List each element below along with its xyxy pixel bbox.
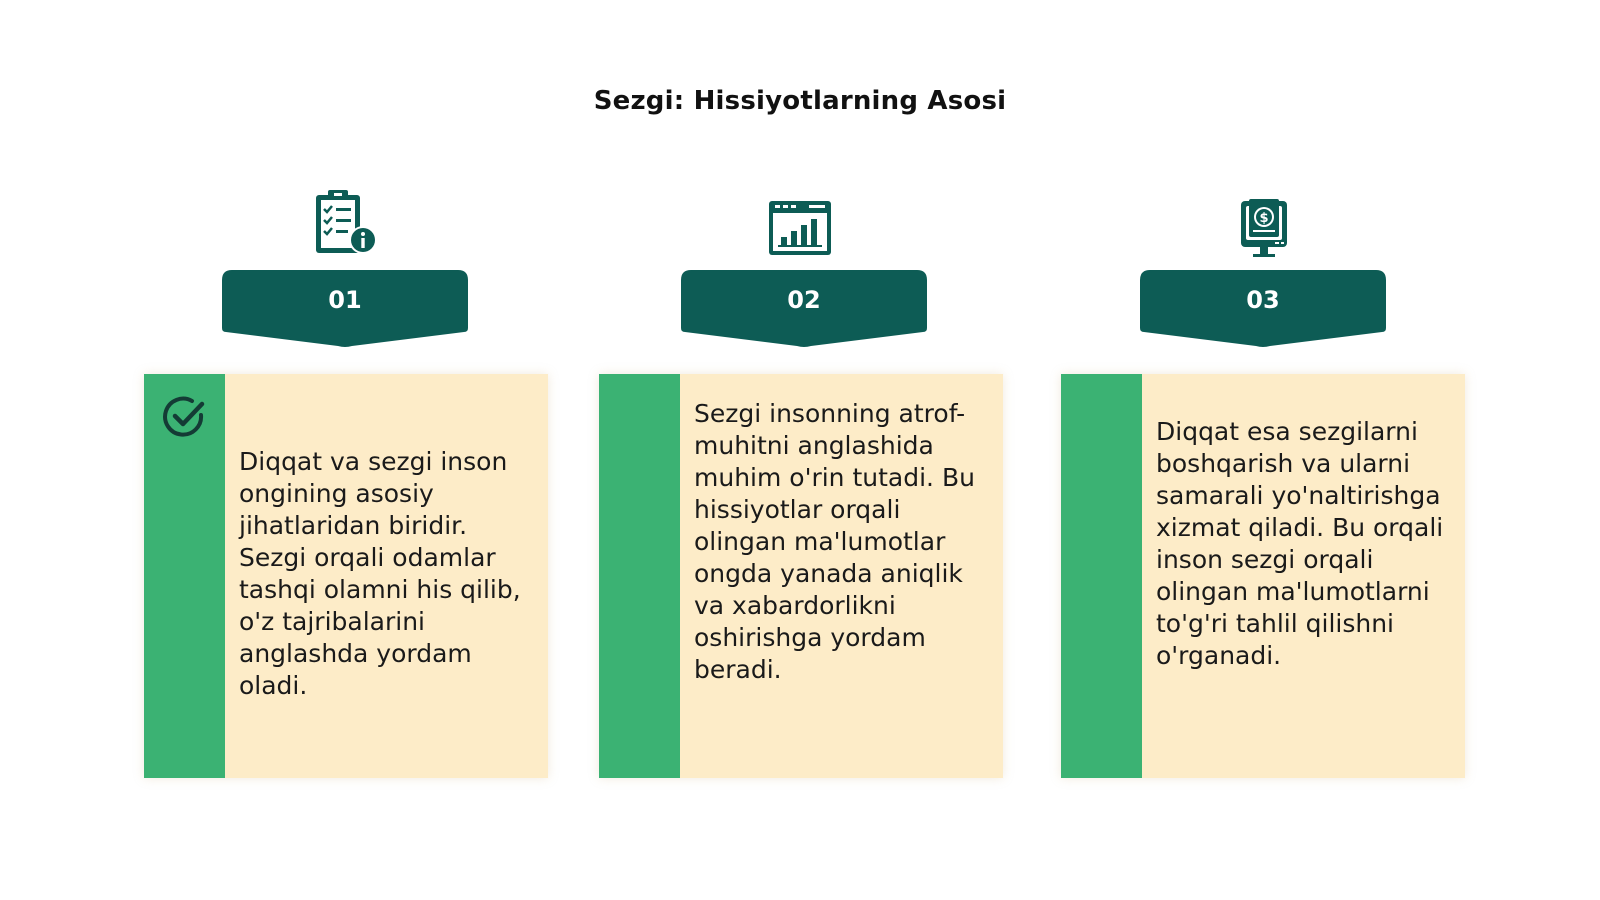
step-card-02 [599, 374, 1003, 778]
step-number: 03 [1246, 286, 1280, 314]
check-circle-icon [162, 394, 208, 444]
step-text: Diqqat esa sezgilarni boshqarish va ularni samarali yo'naltirishga xizmat qiladi. Bu orqali inson sezgi orqali olingan ma'lumotlarni to'g'ri tahlil qilishni o'rganadi. [1156, 417, 1444, 670]
step-badge-02 [681, 270, 927, 348]
step-number: 01 [328, 286, 362, 314]
card-accent-bar [599, 374, 680, 778]
step-card-01 [144, 374, 548, 778]
browser-chart-icon [767, 199, 833, 257]
step-badge-01 [222, 270, 468, 348]
step-card-03 [1061, 374, 1465, 778]
clipboard-info-icon [313, 189, 379, 257]
card-accent-bar [1061, 374, 1142, 778]
step-number: 02 [787, 286, 821, 314]
step-text: Diqqat va sezgi inson ongining asosiy jihatlaridan biridir. Sezgi orqali odamlar tashqi olamni his qilib, o'z tajribalarini anglashda yordam oladi. [239, 447, 521, 700]
step-badge-03 [1140, 270, 1386, 348]
step-text: Sezgi insonning atrof-muhitni anglashida muhim o'rin tutadi. Bu hissiyotlar orqali olingan ma'lumotlar ongda yanada aniqlik va xabardorlikni oshirishga yordam beradi. [694, 399, 975, 684]
page-title: Sezgi: Hissiyotlarning Asosi [593, 86, 1007, 116]
monitor-dollar-icon [1239, 197, 1289, 259]
svg-text:$: $ [1259, 211, 1269, 226]
